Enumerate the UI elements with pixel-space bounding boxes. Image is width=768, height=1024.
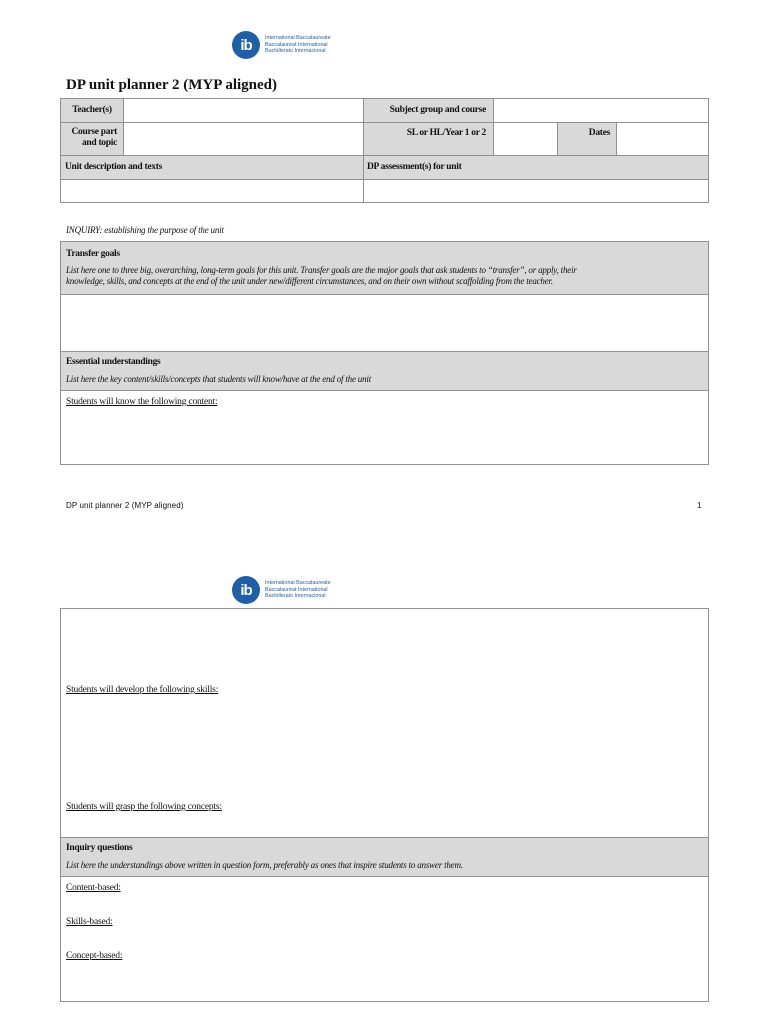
concepts-label: Students will grasp the following concepts: (66, 802, 222, 812)
dates-label-cell (558, 122, 616, 155)
content-based-label: Content-based: (66, 883, 121, 893)
dates-label: Dates (588, 128, 610, 138)
skills-based-label: Skills-based: (66, 917, 113, 927)
inquiry-questions-field[interactable] (61, 877, 708, 1001)
ib-logo-icon: ib (232, 31, 260, 59)
transfer-goals-header (61, 242, 708, 294)
inquiry-table (60, 241, 709, 465)
dp-assess-field[interactable] (364, 180, 708, 202)
inquiry-questions-title: Inquiry questions (66, 843, 133, 853)
sl-label-cell (364, 122, 494, 155)
course-label: Course part and topic (71, 127, 117, 148)
page-title: DP unit planner 2 (MYP aligned) (66, 77, 277, 93)
essential-understandings-header (61, 352, 708, 390)
inquiry-questions-header (61, 838, 708, 876)
inquiry-heading: INQUIRY: establishing the purpose of the unit (66, 225, 224, 235)
course-field[interactable] (124, 123, 363, 155)
essential-understandings-title: Essential understandings (66, 357, 161, 367)
concept-based-label: Concept-based: (66, 951, 123, 961)
ib-logo (232, 31, 331, 59)
dates-field[interactable] (617, 123, 708, 155)
subject-field[interactable] (494, 100, 708, 121)
ib-logo-page2 (232, 576, 331, 604)
transfer-goals-title: Transfer goals (66, 249, 120, 259)
unit-desc-field[interactable] (62, 180, 363, 202)
subject-label: Subject group and course (389, 105, 486, 115)
header-table (60, 98, 709, 203)
content-field[interactable] (61, 391, 708, 464)
inquiry-questions-desc: List here the understandings above written in question form, preferably as ones that inspire students to answer them. (66, 860, 463, 870)
teacher-label: Teacher(s) (72, 105, 112, 115)
dp-assess-label: DP assessment(s) for unit (367, 162, 462, 172)
page2-table (60, 608, 709, 1002)
teacher-field[interactable] (124, 100, 363, 121)
transfer-goals-field[interactable] (61, 295, 708, 351)
ib-logo-text: International Baccalaureate Baccalauréat International Bachillerato Internacional (265, 580, 331, 600)
sl-field[interactable] (494, 123, 557, 155)
skills-concepts-field[interactable] (61, 609, 708, 837)
unit-desc-label: Unit description and texts (65, 162, 162, 172)
transfer-goals-desc: List here one to three big, overarching, long-term goals for this unit. Transfer goals are the major goals that ask students to “transfer”, or apply, their knowledge, skills, and concepts at the end of the unit under new/different circumstances, and on their own without scaffolding from the teacher. (66, 265, 577, 286)
skills-label: Students will develop the following skills: (66, 685, 219, 695)
page-number: 1 (697, 501, 702, 510)
footer-title: DP unit planner 2 (MYP aligned) (66, 501, 184, 510)
ib-logo-icon: ib (232, 576, 260, 604)
ib-logo-text: International Baccalaureate Baccalauréat International Bachillerato Internacional (265, 35, 331, 55)
essential-understandings-desc: List here the key content/skills/concepts that students will know/have at the end of the unit (66, 374, 372, 384)
content-label: Students will know the following content: (66, 397, 218, 407)
sl-label: SL or HL/Year 1 or 2 (406, 128, 486, 138)
